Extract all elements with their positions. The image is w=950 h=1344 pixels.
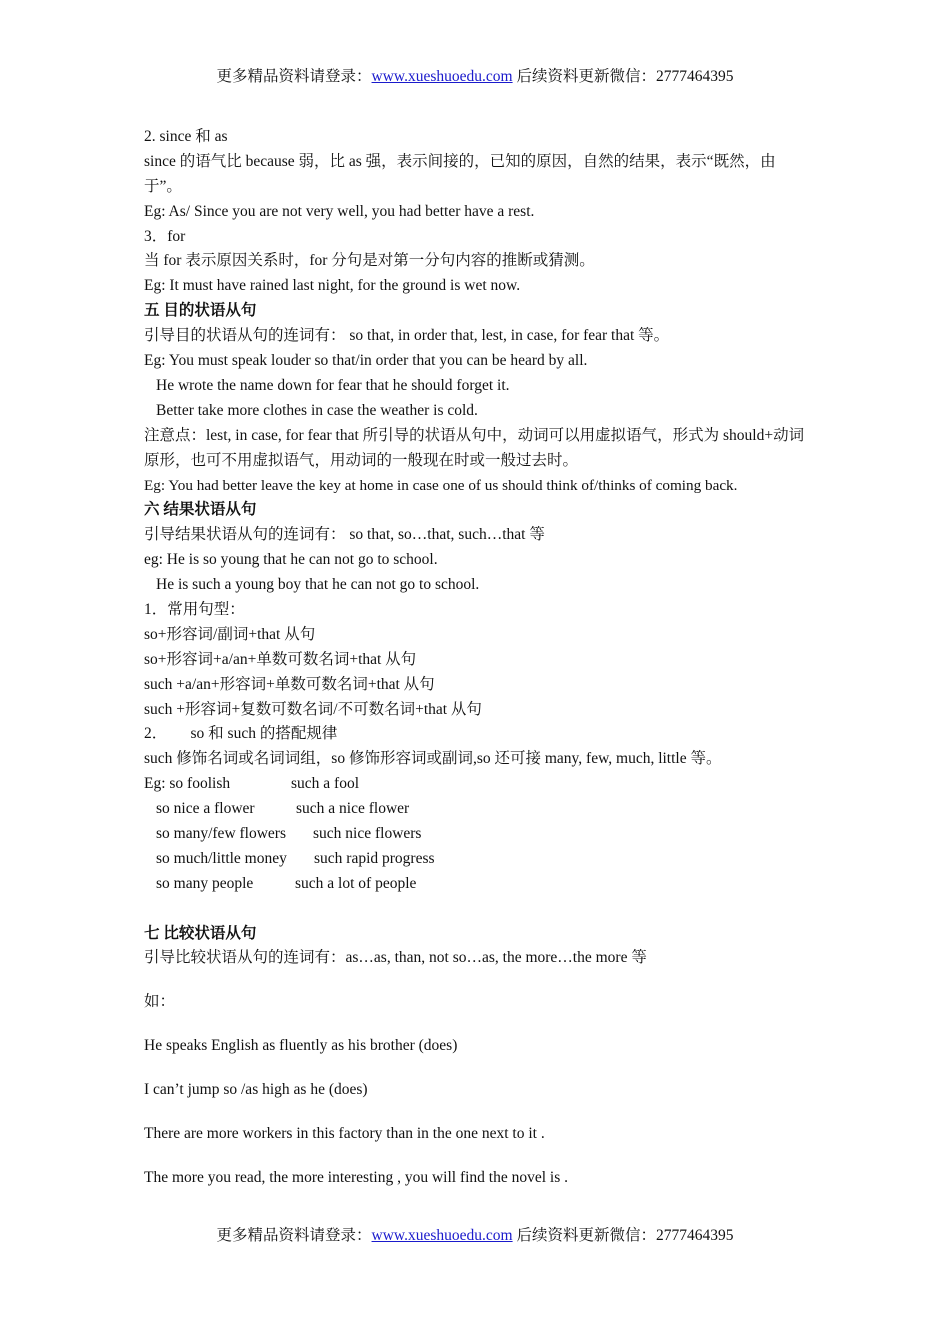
page-footer <box>0 1226 950 1246</box>
section-6-intro: 引导结果状语从句的连词有： so that, so…that, such…that 等 <box>144 526 545 544</box>
collocation-pair <box>144 822 810 847</box>
section-5-note: 注意点：lest, in case, for fear that 所引导的状语从句中，动词可以用虚拟语气，形式为 should+动词原形，也可不用虚拟语气，用动词的一般现在时或一般过去时。 <box>144 426 805 469</box>
section-5-example-4: Eg: You had better leave the key at home in case one of us should think of/thinks of coming back. <box>144 476 738 494</box>
since-as-title: 2. since 和 as <box>144 128 228 145</box>
collocation-pair <box>144 847 810 872</box>
such-phrase: such a fool <box>291 775 360 793</box>
such-phrase: such a lot of people <box>295 874 417 892</box>
header-prefix: 更多精品资料请登录： <box>216 68 372 85</box>
header-suffix: 后续资料更新微信：2777464395 <box>512 68 734 85</box>
comparison-example: The more you read, the more interesting , you will find the novel is . <box>144 1168 568 1186</box>
section-5-example-3: Better take more clothes in case the weather is cold. <box>156 401 478 419</box>
document-body <box>144 125 810 1191</box>
so-phrase: Eg: so foolish <box>144 775 231 793</box>
collocation-pair <box>144 872 810 897</box>
for-description: 当 for 表示原因关系时，for 分句是对第一分句内容的推断或猜测。 <box>144 252 595 270</box>
for-example: Eg: It must have rained last night, for the ground is wet now. <box>144 277 521 295</box>
pattern-item: so+形容词+a/an+单数可数名词+that 从句 <box>144 650 417 668</box>
section-6-subheading-1: 1．常用句型： <box>144 600 245 618</box>
comparison-example: He speaks English as fluently as his brother (does) <box>144 1037 458 1055</box>
section-6-subheading-2: 2． so 和 such 的搭配规律 <box>144 725 338 743</box>
collocation-pair <box>144 772 810 797</box>
pattern-item: such +形容词+复数可数名词/不可数名词+that 从句 <box>144 700 482 718</box>
section-7-ru: 如： <box>144 993 176 1011</box>
footer-prefix: 更多精品资料请登录： <box>216 1227 372 1244</box>
section-6-example-2: He is such a young boy that he can not go to school. <box>156 576 480 594</box>
so-phrase: so nice a flower <box>156 800 255 818</box>
such-phrase: such rapid progress <box>314 849 435 867</box>
collocation-pair <box>144 797 810 822</box>
section-6-example-1: eg: He is so young that he can not go to school. <box>144 551 438 569</box>
since-as-example: Eg: As/ Since you are not very well, you had better have a rest. <box>144 202 535 220</box>
section-5-heading: 五 目的状语从句 <box>144 302 257 320</box>
footer-suffix: 后续资料更新微信：2777464395 <box>512 1227 734 1244</box>
section-6-heading: 六 结果状语从句 <box>144 501 257 519</box>
section-5-example-1: Eg: You must speak louder so that/in order that you can be heard by all. <box>144 352 588 370</box>
since-as-description: since 的语气比 because 弱，比 as 强，表示间接的，已知的原因，自然的结果，表示“既然，由于”。 <box>144 152 776 195</box>
for-title: 3．for <box>144 227 186 245</box>
so-phrase: so many/few flowers <box>156 824 286 842</box>
comparison-example: There are more workers in this factory than in the one next to it . <box>144 1124 545 1142</box>
page-header <box>0 67 950 87</box>
such-phrase: such nice flowers <box>313 824 422 842</box>
pattern-item: such +a/an+形容词+单数可数名词+that 从句 <box>144 675 435 693</box>
section-5-intro: 引导目的状语从句的连词有： so that, in order that, lest, in case, for fear that 等。 <box>144 327 670 345</box>
such-phrase: such a nice flower <box>296 800 410 818</box>
section-5-example-2: He wrote the name down for fear that he should forget it. <box>156 376 510 394</box>
footer-link[interactable]: www.xueshuoedu.com <box>371 1227 513 1244</box>
section-7-intro: 引导比较状语从句的连词有：as…as, than, not so…as, the more…the more 等 <box>144 949 647 967</box>
comparison-example: I can’t jump so /as high as he (does) <box>144 1081 368 1099</box>
section-7-heading: 七 比较状语从句 <box>144 924 257 942</box>
so-phrase: so many people <box>156 874 254 892</box>
header-link[interactable]: www.xueshuoedu.com <box>371 68 513 85</box>
section-6-rule: such 修饰名词或名词词组，so 修饰形容词或副词,so 还可接 many, few, much, little 等。 <box>144 750 722 768</box>
so-phrase: so much/little money <box>156 849 287 867</box>
pattern-item: so+形容词/副词+that 从句 <box>144 625 316 643</box>
